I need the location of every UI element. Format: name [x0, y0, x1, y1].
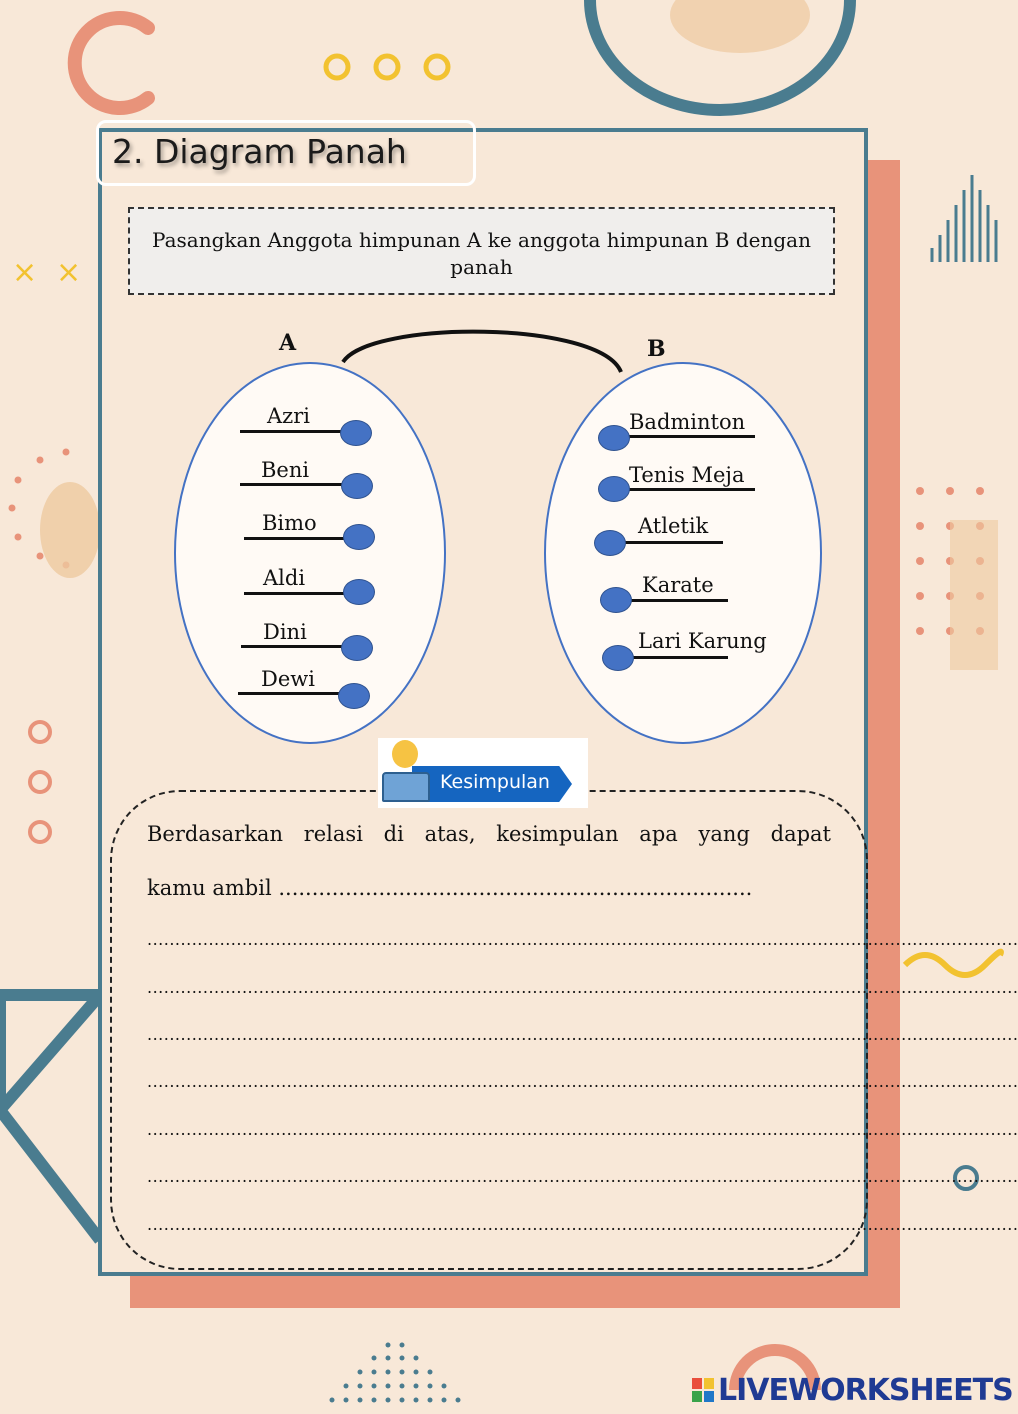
underline — [241, 645, 344, 648]
underline — [620, 488, 755, 491]
conclusion-question-line2: kamu ambil ....................................................................... — [147, 876, 753, 900]
relation-arc — [343, 332, 621, 372]
connector-dot-lari-karung[interactable] — [602, 645, 634, 671]
set-a-member-dewi: Dewi — [261, 667, 315, 691]
underline — [620, 599, 728, 602]
svg-text:×: × — [12, 255, 38, 290]
connector-dot-beni[interactable] — [341, 473, 373, 499]
answer-line[interactable]: ............................................................................................................................................................ — [147, 930, 1018, 949]
set-a-member-azri: Azri — [267, 404, 310, 428]
answer-line[interactable]: ............................................................................................................................................................ — [147, 1120, 1018, 1139]
underline — [620, 435, 755, 438]
set-a-member-bimo: Bimo — [262, 511, 317, 535]
set-b-label: B — [647, 336, 666, 362]
set-a-member-dini: Dini — [263, 620, 307, 644]
underline — [244, 592, 344, 595]
underline — [238, 692, 342, 695]
answer-line[interactable]: ............................................................................................................................................................ — [147, 1215, 1018, 1234]
set-a-member-aldi: Aldi — [263, 566, 306, 590]
connector-dot-azri[interactable] — [340, 420, 372, 446]
connector-dot-tenis-meja[interactable] — [598, 476, 630, 502]
set-a-member-beni: Beni — [261, 458, 310, 482]
underline — [620, 656, 728, 659]
connector-dot-badminton[interactable] — [598, 425, 630, 451]
set-b-member-tenis-meja: Tenis Meja — [629, 463, 745, 487]
connector-dot-aldi[interactable] — [343, 579, 375, 605]
connector-dot-karate[interactable] — [600, 587, 632, 613]
conclusion-question-line1: Berdasarkan relasi di atas, kesimpulan apa yang dapat — [147, 822, 831, 846]
underline — [244, 537, 344, 540]
set-b-member-badminton: Badminton — [629, 410, 746, 434]
kesimpulan-label: Kesimpulan — [440, 771, 550, 793]
connector-dot-bimo[interactable] — [343, 524, 375, 550]
instruction-box: Pasangkan Anggota himpunan A ke anggota himpunan B dengan panah — [128, 207, 835, 295]
set-b-member-karate: Karate — [642, 573, 714, 597]
answer-line[interactable]: ............................................................................................................................................................ — [147, 1167, 1018, 1186]
underline — [616, 541, 723, 544]
liveworksheets-logo-icon — [692, 1378, 714, 1402]
answer-line[interactable]: ............................................................................................................................................................ — [147, 978, 1018, 997]
lightbulb-icon — [392, 740, 418, 768]
page-title: 2. Diagram Panah — [112, 132, 407, 171]
underline — [240, 483, 345, 486]
answer-line[interactable]: ............................................................................................................................................................ — [147, 1025, 1018, 1044]
underline — [240, 430, 345, 433]
connector-dot-dewi[interactable] — [338, 683, 370, 709]
set-b-member-atletik: Atletik — [638, 514, 709, 538]
connector-dot-atletik[interactable] — [594, 530, 626, 556]
answer-line[interactable]: ............................................................................................................................................................ — [147, 1072, 1018, 1091]
set-a-label: A — [279, 330, 297, 356]
connector-dot-dini[interactable] — [341, 635, 373, 661]
set-b-member-lari-karung: Lari Karung — [638, 629, 767, 653]
svg-text:×: × — [56, 255, 82, 290]
liveworksheets-watermark: LIVEWORKSHEETS — [718, 1373, 1013, 1408]
book-icon — [382, 772, 430, 802]
